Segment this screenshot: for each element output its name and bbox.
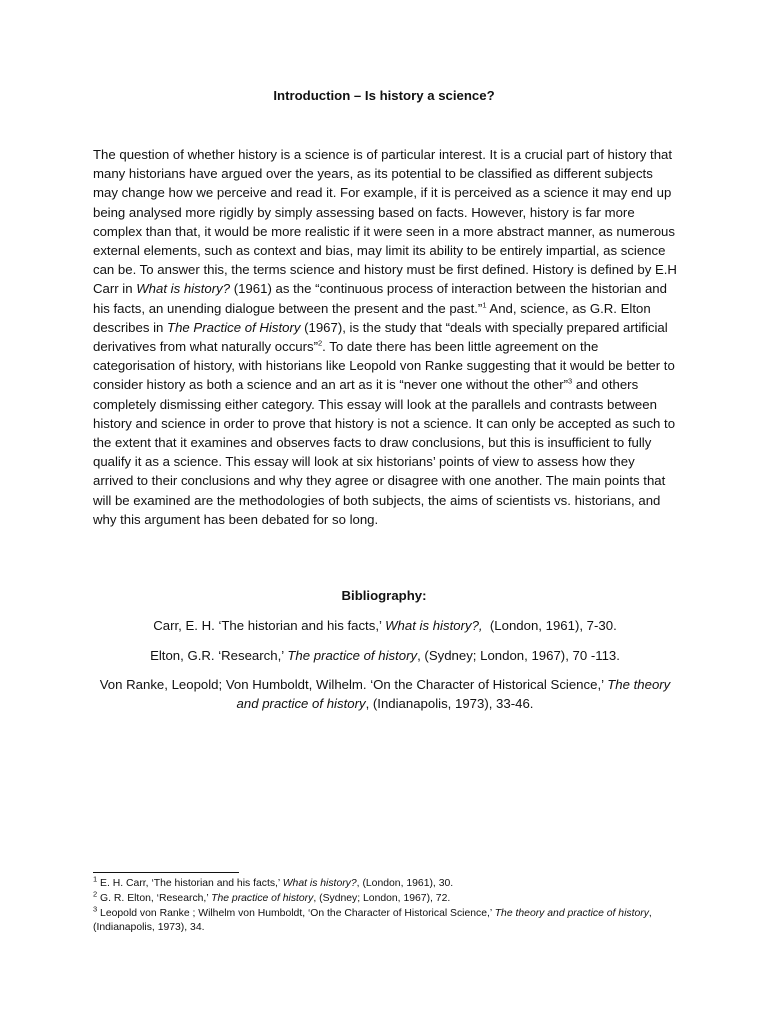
intro-text: . To date there has been little agreement on the categorisation of history, with historians like Leopold von Ranke suggesting that it would be better to consider history as both a science and an art as it is “never one without the other”	[93, 339, 675, 393]
document-title: Introduction – Is history a science?	[273, 88, 495, 103]
footnote-2	[93, 889, 677, 907]
footnote-text: Leopold von Ranke ; Wilhelm von Humboldt, ‘On the Character of Historical Science,’	[97, 907, 495, 919]
footnote-number: 2	[93, 889, 98, 899]
bib-entry-title: What is history?,	[385, 618, 483, 633]
footnote-text: , (Indianapolis, 1973), 34.	[93, 907, 652, 934]
footnote-title: The practice of history	[211, 892, 314, 904]
bib-entry-text: , (Sydney; London, 1967), 70 -113.	[417, 648, 620, 663]
bib-entry-text: (London, 1961), 7-30.	[482, 618, 617, 633]
footnote-ref-2[interactable]: 2	[318, 338, 323, 348]
bib-entry-text: Von Ranke, Leopold; Von Humboldt, Wilhelm. ‘On the Character of Historical Science,’	[99, 677, 608, 692]
bib-entry-text: , (Indianapolis, 1973), 33-46.	[365, 696, 534, 711]
bibliography-heading: Bibliography:	[341, 588, 427, 603]
footnotes	[93, 874, 677, 936]
footnote-ref-3[interactable]: 3	[568, 377, 573, 387]
bib-entry-title: The theory and practice of history	[236, 677, 671, 711]
footnote-title: The theory and practice of history	[494, 907, 649, 919]
footnote-number: 3	[93, 904, 98, 914]
intro-title-carr: What is history?	[136, 281, 231, 297]
intro-text: and others completely dismissing either category. This essay will look at the parallels and contrasts between history and science in order to prove that history is not a science. It can only be accepted as such to the extent that it examines and observes facts to draw conclusions, but this is insufficient to fully qualify it as a science. This essay will look at six historians’ points of view to assess how they arrived to their conclusions and why they agree or disagree with one another. The main points that will be examined are the methodologies of both subjects, the aims of scientists vs. historians, and why this argument has been debated for so long.	[93, 377, 676, 527]
footnote-text: G. R. Elton, ‘Research,’	[97, 892, 212, 904]
intro-text: And, science, as G.R. Elton describes in	[93, 300, 651, 335]
bibliography-entry	[93, 616, 677, 635]
footnote-text: E. H. Carr, ‘The historian and his facts,’	[97, 878, 283, 889]
footnote-ref-1[interactable]: 1	[482, 300, 487, 310]
footnote-1	[93, 874, 677, 892]
footnote-number: 1	[93, 874, 98, 884]
intro-text: The question of whether history is a science is of particular interest. It is a crucial part of history that many historians have argued over the years, as its potential to be classified as different subjects may change how we perceive and read it. For example, if it is perceived as a science it may end up being analysed more rigidly by simply assessing based on facts. However, history is far more complex than that, it would be more realistic if it were seen in a more abstract manner, as numerous external elements, such as context and bias, may limit its ability to be entirely impartial, as science can be. To answer this, the terms science and history must be first defined. History is defined by E.H Carr in	[93, 147, 677, 297]
footnote-3	[93, 904, 677, 937]
intro-title-elton: The Practice of History	[167, 319, 301, 335]
bibliography-entry	[93, 675, 677, 713]
bib-entry-text: Carr, E. H. ‘The historian and his facts,’	[153, 618, 386, 633]
footnote-separator	[93, 872, 239, 873]
footnote-text: , (Sydney; London, 1967), 72.	[313, 892, 451, 904]
bib-entry-title: The practice of history	[287, 648, 418, 663]
intro-paragraph	[93, 145, 677, 529]
intro-text: (1961) as the “continuous process of interaction between the historian and his facts, an unending dialogue between the present and the past.”	[93, 281, 667, 316]
bib-entry-text: Elton, G.R. ‘Research,’	[150, 648, 288, 663]
footnote-title: What is history?	[282, 878, 357, 889]
footnote-text: , (London, 1961), 30.	[356, 878, 454, 889]
bibliography-entry	[93, 646, 677, 665]
intro-text: (1967), is the study that “deals with specially prepared artificial derivatives from what naturally occurs”	[93, 319, 668, 355]
